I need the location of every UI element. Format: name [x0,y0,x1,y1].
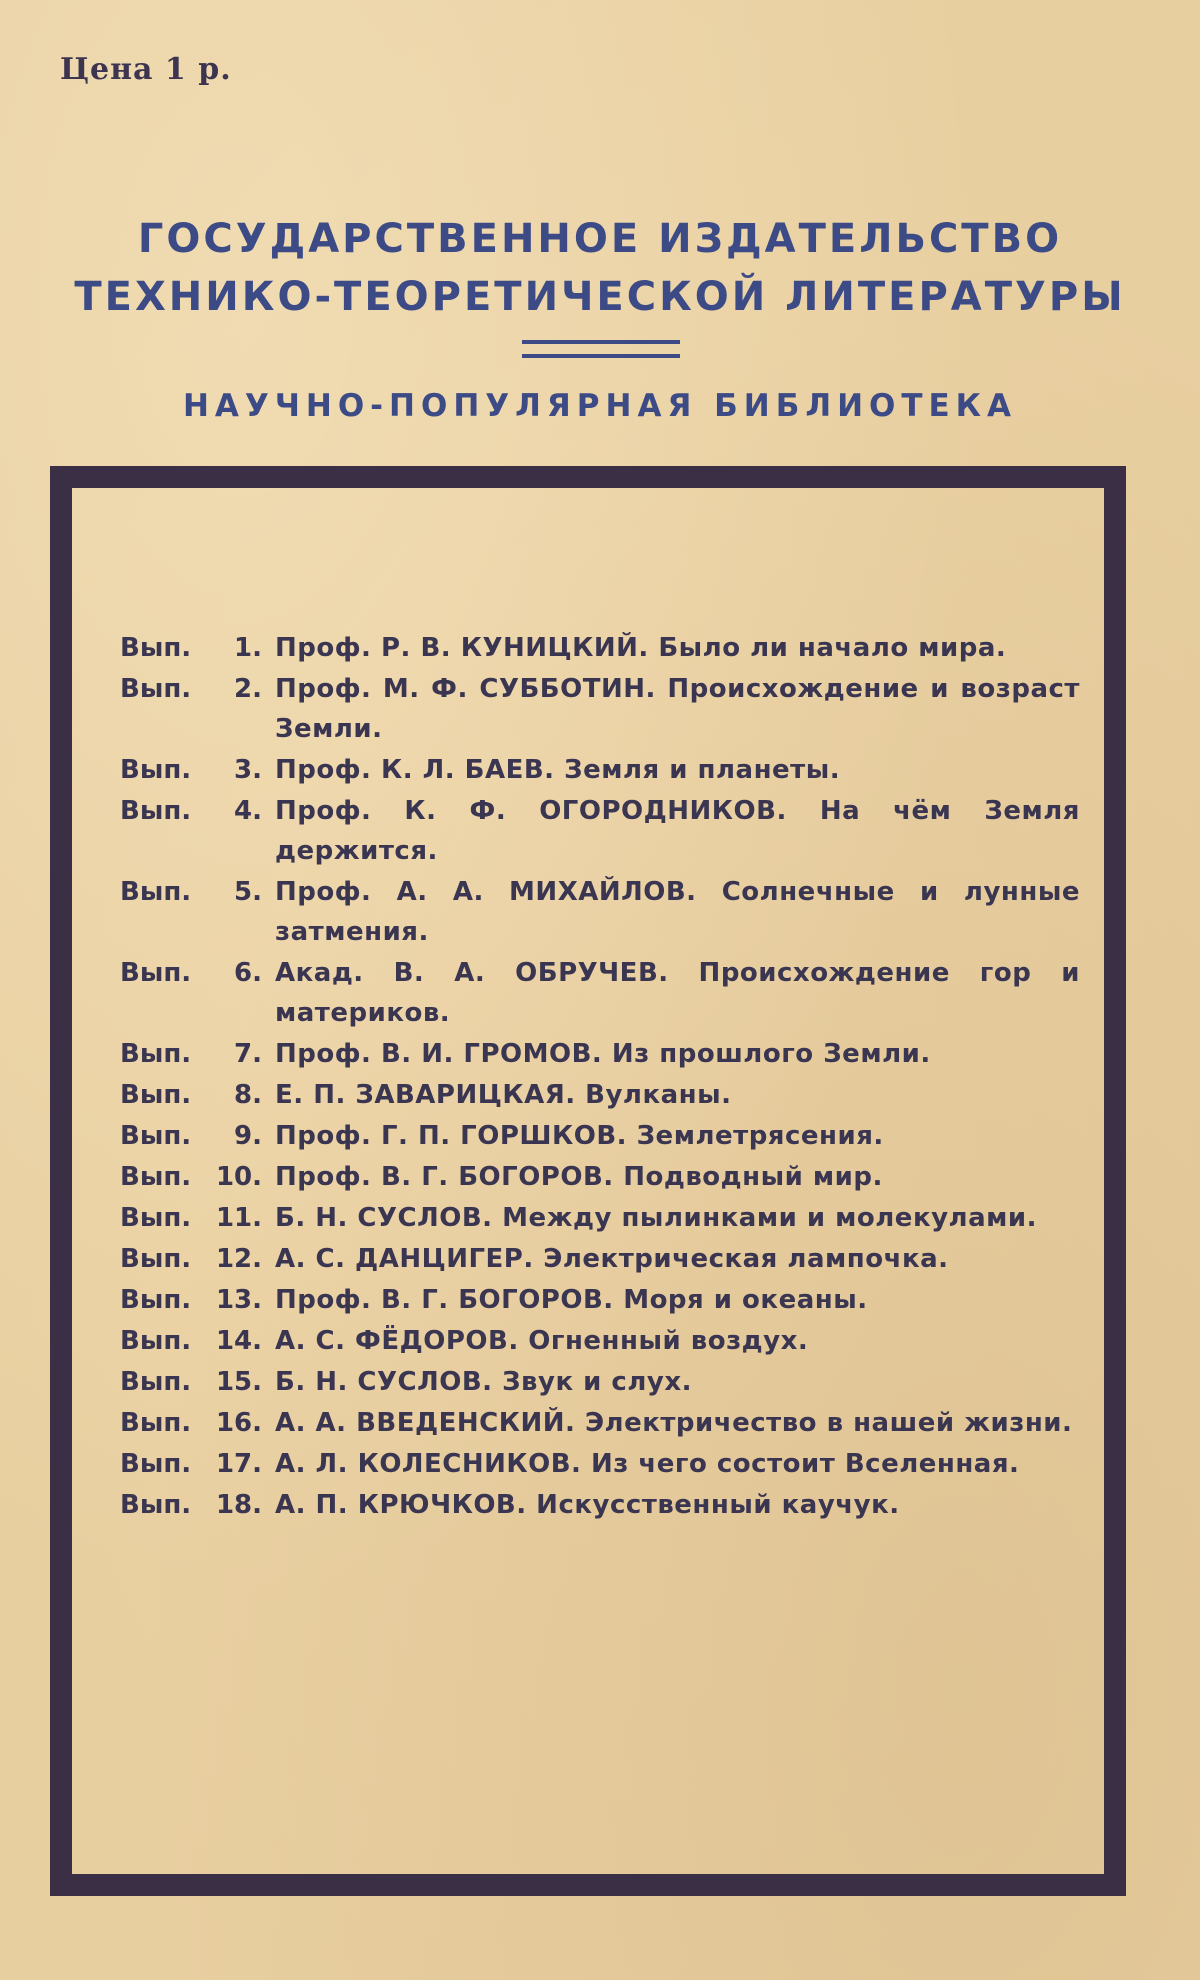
entry-number: 4. [234,796,262,826]
entry-label: Вып. [120,1039,192,1069]
double-rule-bottom [522,354,680,358]
entry-label: Вып. [120,755,192,785]
entry-label: Вып. [120,1162,192,1192]
catalog-entry [120,1116,1080,1156]
catalog-entry [120,628,1080,668]
entry-label: Вып. [120,796,192,826]
catalog-entry [120,1075,1080,1115]
entry-number: 17. [215,1449,262,1479]
catalog-entry [120,791,1080,871]
catalog-entry [120,1280,1080,1320]
entry-text: Б. Н. СУСЛОВ. Между пылинками и молекулами. [275,1203,1037,1233]
price-label: Цена 1 р. [60,52,232,87]
catalog-entry [120,872,1080,952]
catalog-entry [120,1444,1080,1484]
entry-number: 1. [234,633,262,663]
entry-number: 3. [234,755,262,785]
entry-label: Вып. [120,1080,192,1110]
double-rule-top [522,340,680,344]
series-title: НАУЧНО-ПОПУЛЯРНАЯ БИБЛИОТЕКА [182,388,1018,424]
entry-label: Вып. [120,1285,192,1315]
entry-text: Проф. А. А. МИХАЙЛОВ. Солнечные и лунные затмения. [275,877,1080,947]
entry-text: Проф. В. Г. БОГОРОВ. Моря и океаны. [275,1285,868,1315]
entry-number: 12. [215,1244,262,1274]
entry-text: Проф. В. Г. БОГОРОВ. Подводный мир. [275,1162,883,1192]
publisher-title-line1: ГОСУДАРСТВЕННОЕ ИЗДАТЕЛЬСТВО [137,216,1063,262]
entry-number: 15. [215,1367,262,1397]
entry-label: Вып. [120,1244,192,1274]
entry-label: Вып. [120,1449,192,1479]
publisher-title [0,210,1200,326]
entry-label: Вып. [120,877,192,907]
entry-label: Вып. [120,633,192,663]
entry-text: Е. П. ЗАВАРИЦКАЯ. Вулканы. [275,1080,732,1110]
entry-text: Акад. В. А. ОБРУЧЕВ. Происхождение гор и материков. [275,958,1080,1028]
entry-number: 10. [215,1162,262,1192]
entry-number: 16. [215,1408,262,1438]
entry-text: А. А. ВВЕДЕНСКИЙ. Электричество в нашей жизни. [275,1408,1073,1438]
entry-label: Вып. [120,1367,192,1397]
entry-label: Вып. [120,958,192,988]
catalog-entry [120,1157,1080,1197]
entry-number: 8. [234,1080,262,1110]
entry-number: 7. [234,1039,262,1069]
catalog-entry [120,1198,1080,1238]
entry-number: 5. [234,877,262,907]
entry-text: Проф. К. Ф. ОГОРОДНИКОВ. На чём Земля держится. [275,796,1080,866]
entry-label: Вып. [120,1408,192,1438]
entry-text: А. Л. КОЛЕСНИКОВ. Из чего состоит Вселенная. [275,1449,1020,1479]
entry-label: Вып. [120,674,192,704]
entry-label: Вып. [120,1490,192,1520]
entry-number: 9. [234,1121,262,1151]
entry-text: А. П. КРЮЧКОВ. Искусственный каучук. [275,1490,900,1520]
entry-text: Проф. Г. П. ГОРШКОВ. Землетрясения. [275,1121,884,1151]
entry-number: 18. [215,1490,262,1520]
catalog-entry [120,1485,1080,1525]
entry-text: Проф. К. Л. БАЕВ. Земля и планеты. [275,755,841,785]
entry-text: Проф. Р. В. КУНИЦКИЙ. Было ли начало мира. [275,633,1007,663]
catalog-entry [120,750,1080,790]
entry-text: А. С. ФЁДОРОВ. Огненный воздух. [275,1326,809,1356]
entry-number: 14. [215,1326,262,1356]
catalog-entry [120,1034,1080,1074]
catalog-entry [120,1362,1080,1402]
entry-label: Вып. [120,1203,192,1233]
entry-number: 6. [234,958,262,988]
entry-text: Проф. М. Ф. СУББОТИН. Происхождение и возраст Земли. [275,674,1080,744]
catalog-entry [120,1321,1080,1361]
entry-label: Вып. [120,1121,192,1151]
catalog-entry [120,953,1080,1033]
entry-number: 13. [215,1285,262,1315]
entry-number: 2. [234,674,262,704]
entry-text: Б. Н. СУСЛОВ. Звук и слух. [275,1367,692,1397]
entry-text: А. С. ДАНЦИГЕР. Электрическая лампочка. [275,1244,949,1274]
entry-text: Проф. В. И. ГРОМОВ. Из прошлого Земли. [275,1039,931,1069]
catalog-list [120,628,1080,1526]
entry-label: Вып. [120,1326,192,1356]
catalog-entry [120,1403,1080,1443]
catalog-entry [120,1239,1080,1279]
catalog-entry [120,669,1080,749]
entry-number: 11. [215,1203,262,1233]
publisher-title-line2: ТЕХНИКО-ТЕОРЕТИЧЕСКОЙ ЛИТЕРАТУРЫ [74,274,1126,320]
